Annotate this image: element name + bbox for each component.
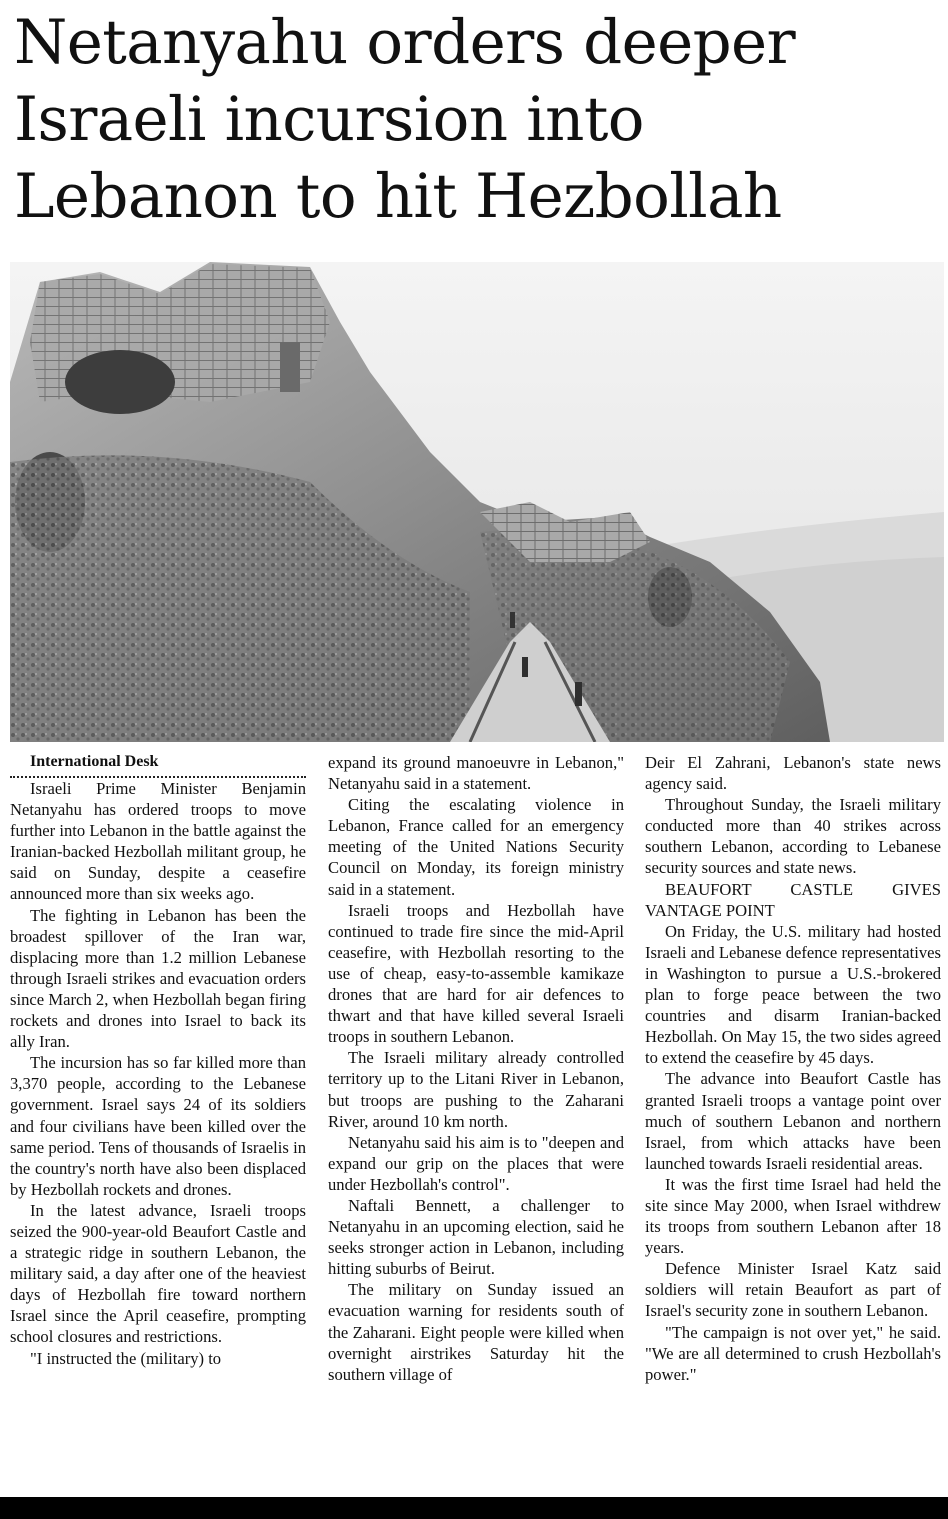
paragraph: The advance into Beaufort Castle has granted Israeli troops a vantage point over much of southern Lebanon and northern Israel, from which attacks have been launched towards Israeli residential areas. <box>645 1069 941 1173</box>
paragraph: In the latest advance, Israeli troops seized the 900-year-old Beaufort Castle and a strategic ridge in southern Lebanon, the military said, a day after one of the heaviest days of Hezbollah fire toward northern Israel since the April ceasefire, prompting school closures and restrictions. <box>10 1200 306 1347</box>
paragraph: The incursion has so far killed more than 3,370 people, according to the Lebanese government. Israel says 24 of its soldiers and four civilians have been killed over the same period. Tens of thousands of Israelis in the country's north have also been displaced by Hezbollah rockets and drones. <box>10 1053 306 1199</box>
article-column-3 <box>645 752 941 1385</box>
headline-line-1: Netanyahu orders deeper <box>14 7 796 78</box>
headline <box>14 4 939 235</box>
paragraph: Israeli Prime Minister Benjamin Netanyahu has ordered troops to move further into Lebanon in the battle against the Iranian-backed Hezbollah militant group, he said on Sunday, despite a ceasefire announced more than six weeks ago. <box>10 779 306 904</box>
castle-photo-illustration <box>10 262 944 742</box>
paragraph: "The campaign is not over yet," he said. "We are all determined to crush Hezbollah's power." <box>645 1322 941 1384</box>
paragraph: On Friday, the U.S. military had hosted Israeli and Lebanese defence representatives in Washington to pursue a U.S.-brokered plan to forge peace between the two countries and disarm Iranian-backed Hezbollah. On May 15, the two sides agreed to extend the ceasefire by 45 days. <box>645 921 941 1068</box>
paragraph: Deir El Zahrani, Lebanon's state news agency said. <box>645 753 941 794</box>
paragraph: Defence Minister Israel Katz said soldiers will retain Beaufort as part of Israel's security zone in southern Lebanon. <box>645 1259 941 1321</box>
paragraph: expand its ground manoeuvre in Lebanon," Netanyahu said in a statement. <box>328 753 624 794</box>
byline: International Desk <box>10 752 306 778</box>
subheading: BEAUFORT CASTLE GIVES VANTAGE POINT <box>645 879 941 920</box>
headline-line-3: Lebanon to hit Hezbollah <box>14 161 782 232</box>
paragraph: Naftali Bennett, a challenger to Netanyahu in an upcoming election, said he seeks stronger action in Lebanon, including hitting suburbs of Beirut. <box>328 1195 624 1279</box>
paragraph: The military on Sunday issued an evacuation warning for residents south of the Zaharani. Eight people were killed when overnight airstrikes Saturday hit the southern village of <box>328 1280 624 1384</box>
article-column-1 <box>10 752 306 1369</box>
paragraph: The Israeli military already controlled territory up to the Litani River in Lebanon, but troops are pushing to the Zaharani River, around 10 km north. <box>328 1048 624 1131</box>
headline-line-2: Israeli incursion into <box>14 84 644 155</box>
paragraph: The fighting in Lebanon has been the broadest spillover of the Iran war, displacing more than 1.2 million Lebanese through Israeli strikes and evacuation orders since March 2, when Hezbollah began firing rockets and drones into Israel to back its ally Iran. <box>10 905 306 1052</box>
paragraph: It was the first time Israel had held the site since May 2000, when Israel withdrew its troops from southern Lebanon after 18 years. <box>645 1174 941 1258</box>
bottom-bar <box>0 1497 948 1519</box>
paragraph: Throughout Sunday, the Israeli military conducted more than 40 strikes across southern Lebanon, according to Lebanese security sources and state news. <box>645 795 941 878</box>
paragraph: "I instructed the (military) to <box>30 1348 222 1368</box>
paragraph: Netanyahu said his aim is to "deepen and expand our grip on the places that were under Hezbollah's control". <box>328 1132 624 1194</box>
article-column-2 <box>328 752 624 1385</box>
article-photo <box>10 262 944 742</box>
paragraph: Israeli troops and Hezbollah have continued to trade fire since the mid-April ceasefire, with Hezbollah resorting to the use of cheap, easy-to-assemble kamikaze drones that are hard for air defences to thwart and that have killed several Israeli troops in southern Lebanon. <box>328 900 624 1047</box>
paragraph: Citing the escalating violence in Lebanon, France called for an emergency meeting of the United Nations Security Council on Monday, its foreign ministry said in a statement. <box>328 795 624 899</box>
